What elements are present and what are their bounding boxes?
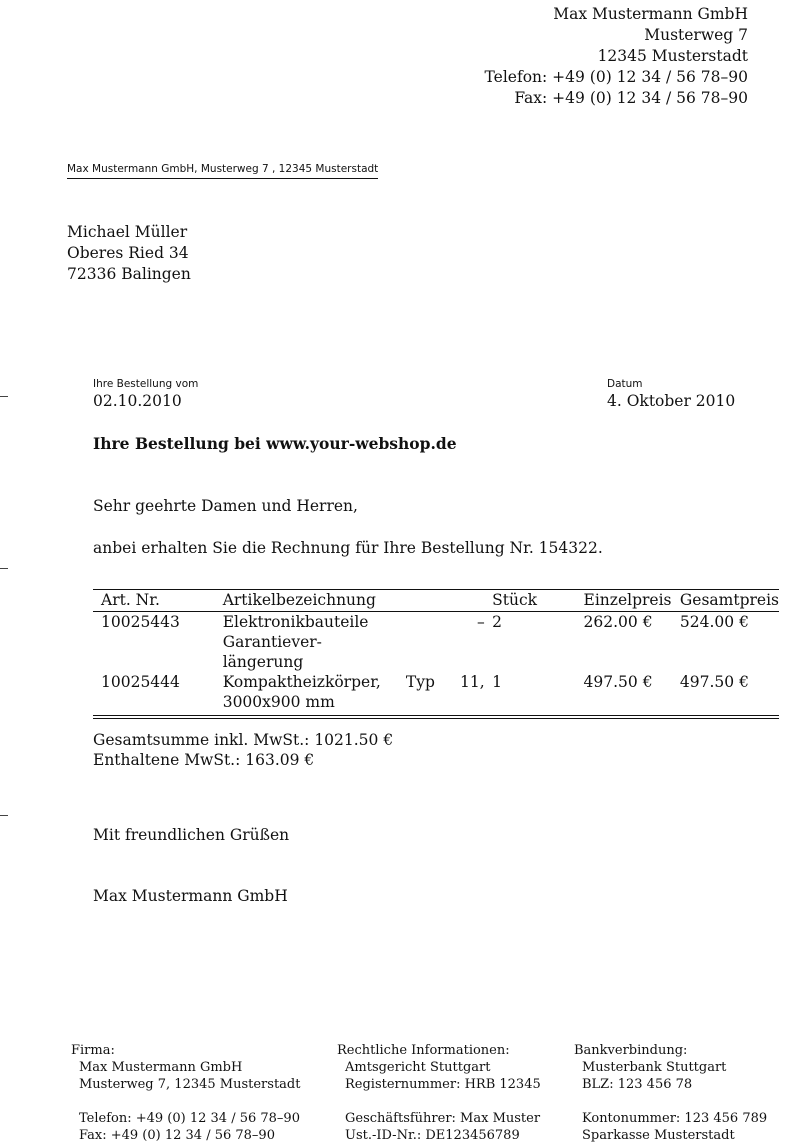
description-line-2: 3000x900 mm [222,693,335,711]
letter-date-value: 4. Oktober 2010 [607,392,736,410]
footer-legal [337,1042,541,1144]
footer-company-heading: Firma: [71,1043,115,1058]
vat-total: Enthaltene MwSt.: 163.09 € [93,751,315,769]
closing-phrase: Mit freundlichen Grüßen [93,826,290,844]
recipient-street: Oberes Ried 34 [67,244,189,262]
cell-quantity: 2 [492,613,502,631]
footer-company [71,1042,300,1144]
table-row [93,612,779,672]
fold-mark [0,396,8,397]
fold-mark [0,815,8,816]
sender-address-block [485,4,748,109]
order-date-value: 02.10.2010 [93,392,182,410]
sender-street: Musterweg 7 [644,26,748,44]
gross-total: Gesamtsumme inkl. MwSt.: 1021.50 € [93,731,394,749]
footer-legal-ceo: Geschäftsführer: Max Muster [345,1111,541,1126]
signature: Max Mustermann GmbH [93,887,288,905]
footer-company-fax: Fax: +49 (0) 12 34 / 56 78–90 [79,1128,275,1143]
footer-legal-heading: Rechtliche Informationen: [337,1043,510,1058]
totals-block [93,730,393,770]
cell-description [223,672,492,712]
header-unit-price: Einzelpreis [583,591,672,609]
cell-art-nr: 10025444 [101,673,180,691]
sender-fax: Fax: +49 (0) 12 34 / 56 78–90 [514,89,748,107]
table-header-row [93,590,779,611]
footer-bank [574,1042,767,1144]
header-total-price: Gesamtpreis [679,591,779,609]
footer-bank-second: Sparkasse Musterstadt [582,1128,735,1143]
recipient-name: Michael Müller [67,223,188,241]
letter-date-field [607,378,735,411]
table-bottom-rule [93,715,779,716]
punch-mark [0,568,8,569]
footer-company-name: Max Mustermann GmbH [79,1060,243,1075]
footer-bank-name: Musterbank Stuttgart [582,1060,727,1075]
cell-total-price: 524.00 € [679,613,749,631]
table-bottom-double-rule [93,718,779,719]
description-line-1: Kompaktheizkörper, Typ 11, [222,673,485,691]
cell-description [223,612,492,672]
footer-company-address: Musterweg 7, 12345 Musterstadt [79,1077,301,1092]
order-date-label: Ihre Bestellung vom [93,378,199,390]
cell-total-price: 497.50 € [679,673,749,691]
sender-phone: Telefon: +49 (0) 12 34 / 56 78–90 [484,68,748,86]
description-line-2: längerung [222,653,304,671]
intro-text: anbei erhalten Sie die Rechnung für Ihre Bestellung Nr. 154322. [93,539,603,557]
header-quantity: Stück [492,591,538,609]
order-table [93,589,779,719]
salutation: Sehr geehrte Damen und Herren, [93,497,358,515]
footer-company-phone: Telefon: +49 (0) 12 34 / 56 78–90 [79,1111,300,1126]
cell-unit-price: 262.00 € [583,613,653,631]
recipient-city: 72336 Balingen [67,265,191,283]
cell-unit-price: 497.50 € [583,673,653,691]
header-description: Artikelbezeichnung [222,591,376,609]
return-address-line: Max Mustermann GmbH, Musterweg 7 , 12345 Musterstadt [67,162,378,179]
letter-date-label: Datum [607,378,643,390]
header-art-nr: Art. Nr. [101,591,160,609]
subject-line: Ihre Bestellung bei www.your-webshop.de [93,434,457,453]
footer-legal-court: Amtsgericht Stuttgart [345,1060,491,1075]
sender-name: Max Mustermann GmbH [553,5,748,23]
sender-city: 12345 Musterstadt [597,47,748,65]
footer-bank-heading: Bankverbindung: [574,1043,688,1058]
footer-bank-blz: BLZ: 123 456 78 [582,1077,693,1092]
table-row [93,672,779,712]
recipient-address-block [67,222,191,285]
description-line-1: Elektronikbauteile – Garantiever- [222,613,485,651]
order-date-field [93,378,198,411]
cell-quantity: 1 [492,673,502,691]
cell-art-nr: 10025443 [101,613,180,631]
footer-legal-vat-id: Ust.-ID-Nr.: DE123456789 [345,1128,520,1143]
footer-legal-register: Registernummer: HRB 12345 [345,1077,541,1092]
footer-bank-account: Kontonummer: 123 456 789 [582,1111,768,1126]
